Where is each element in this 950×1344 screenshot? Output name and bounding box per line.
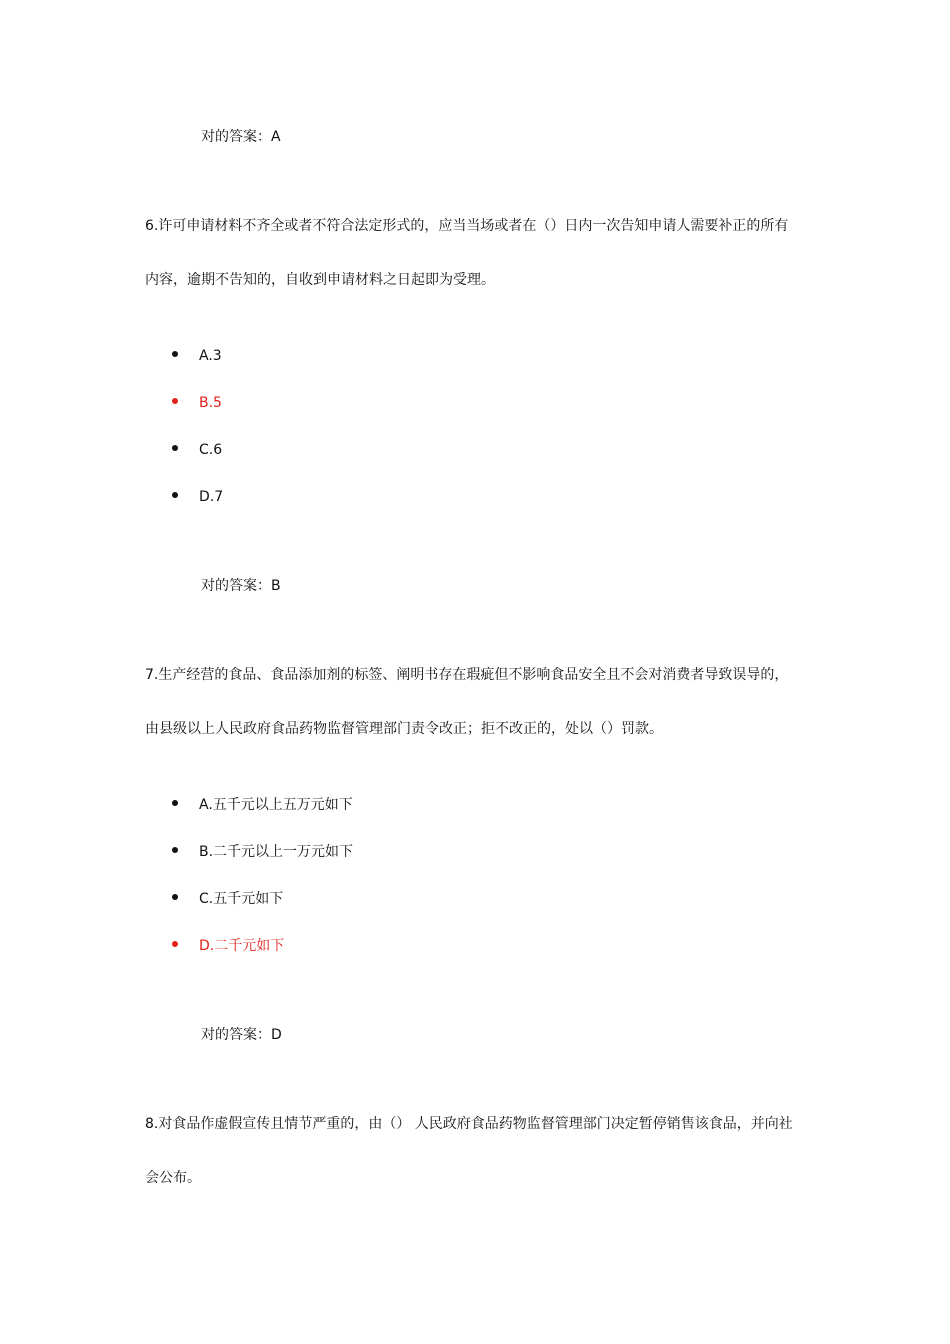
bullet-icon <box>172 941 178 947</box>
bullet-icon <box>172 492 178 498</box>
option-label: A.3 <box>199 348 222 364</box>
bullet-icon <box>172 351 178 357</box>
bullet-icon <box>172 445 178 451</box>
q8-text-line-2: 会公布。 <box>145 1170 201 1186</box>
q7-text-line-2: 由县级以上人民政府食品药物监督管理部门责令改正；拒不改正的，处以（）罚款。 <box>145 721 663 737</box>
q8-text-line-1: 8.对食品作虚假宣传且情节严重的，由（） 人民政府食品药物监督管理部门决定暂停销售该食品，并向社 <box>145 1116 793 1132</box>
bullet-icon <box>172 800 178 806</box>
q7-option-d-correct <box>172 936 284 956</box>
option-label: B.5 <box>199 395 222 411</box>
option-label: C.五千元如下 <box>199 891 284 907</box>
option-label: A.五千元以上五万元如下 <box>199 797 353 813</box>
q6-option-a <box>172 346 222 366</box>
bullet-icon <box>172 847 178 853</box>
q6-option-d <box>172 487 223 507</box>
q6-text-line-1: 6.许可申请材料不齐全或者不符合法定形式的，应当当场或者在（）日内一次告知申请人需要补正的所有 <box>145 218 789 234</box>
q6-option-c <box>172 440 222 460</box>
option-label: C.6 <box>199 442 223 458</box>
q7-option-a <box>172 795 353 815</box>
q7-text-line-1: 7.生产经营的食品、食品添加剂的标签、阐明书存在瑕疵但不影响食品安全且不会对消费者导致误导的， <box>145 667 789 683</box>
q7-option-b <box>172 842 353 862</box>
q6-correct-answer: 对的答案：B <box>201 578 281 594</box>
q7-option-c <box>172 889 283 909</box>
bullet-icon <box>172 894 178 900</box>
option-label: B.二千元以上一万元如下 <box>199 844 354 860</box>
q7-correct-answer: 对的答案：D <box>201 1027 282 1043</box>
option-label: D.二千元如下 <box>199 938 285 954</box>
bullet-icon <box>172 398 178 404</box>
option-label: D.7 <box>199 489 224 505</box>
q6-option-b-correct <box>172 393 222 413</box>
q6-text-line-2: 内容，逾期不告知的，自收到申请材料之日起即为受理。 <box>145 272 495 288</box>
q5-correct-answer: 对的答案：A <box>201 129 281 145</box>
